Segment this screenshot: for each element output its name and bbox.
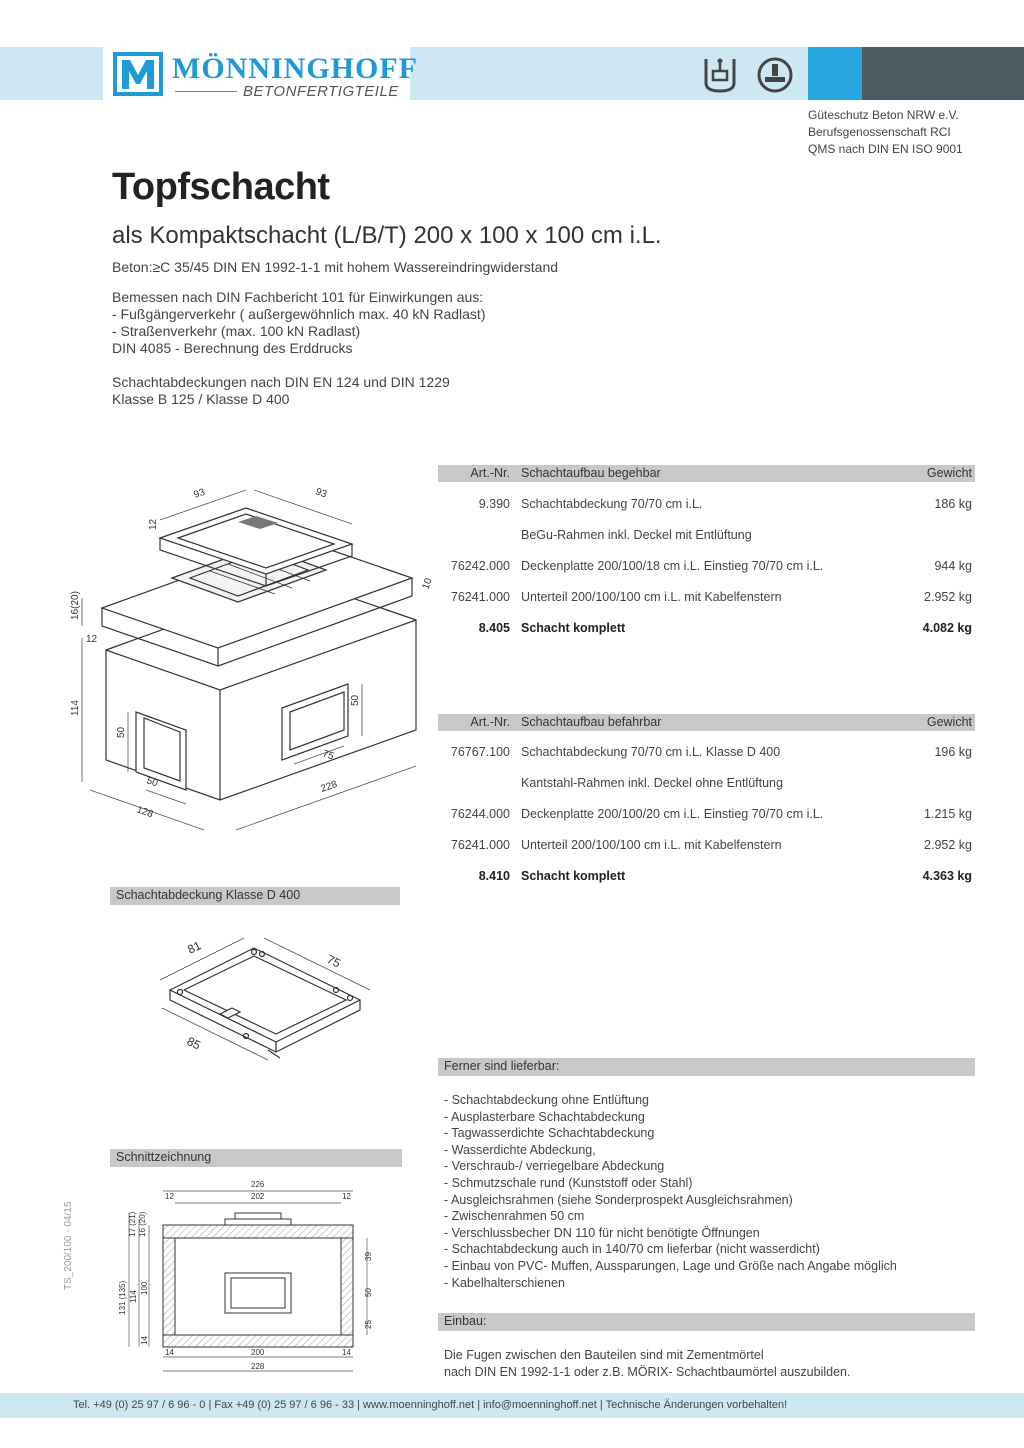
header-accent-dark (862, 47, 1024, 100)
dim-label: 93 (192, 486, 207, 501)
dim-label: 226 (251, 1180, 265, 1189)
cell-desc: Schachtabdeckung 70/70 cm i.L. (521, 497, 703, 511)
cell-weight: 2.952 kg (924, 590, 972, 604)
col-art: Art.-Nr. (470, 715, 510, 729)
caption-text: Schnittzeichnung (116, 1150, 212, 1164)
text-line: - Straßenverkehr (max. 100 kN Radlast) (112, 323, 361, 339)
cell-weight: 4.082 kg (922, 621, 972, 635)
dim-label: 12 (148, 518, 159, 530)
list-item: - Ausplasterbare Schachtabdeckung (444, 1109, 645, 1124)
dim-label: 200 (251, 1348, 265, 1357)
dim-label: 114 (129, 1290, 138, 1303)
dim-label: 17 (21) (128, 1211, 137, 1237)
dim-label: 12 (86, 634, 98, 645)
dim-label: 16 (20) (138, 1211, 147, 1237)
list-item: - Verschraub-/ verriegelbare Abdeckung (444, 1159, 665, 1174)
concrete-spec: Beton:≥C 35/45 DIN EN 1992-1-1 mit hohem Wassereindringwiderstand (112, 259, 559, 275)
logo-divider (175, 91, 237, 92)
text-line: Bemessen nach DIN Fachbericht 101 für Einwirkungen aus: (112, 289, 484, 305)
design-text (112, 289, 486, 357)
text-line: nach DIN EN 1992-1-1 oder z.B. MÖRIX- Schachtbaumörtel auszubilden. (444, 1365, 851, 1379)
text-line: Klasse B 125 / Klasse D 400 (112, 391, 290, 407)
cell-weight: 4.363 kg (922, 869, 972, 883)
cell-art: 76244.000 (450, 807, 510, 821)
further-list (444, 1092, 897, 1291)
table-row (438, 807, 975, 825)
cert-line: QMS nach DIN EN ISO 9001 (808, 142, 963, 156)
caption-section (110, 1149, 402, 1167)
logo-subtitle: BETONFERTIGTEILE (243, 83, 399, 100)
dim-label: 50 (350, 694, 361, 706)
text-line: - Fußgängerverkehr ( außergewöhnlich max. 40 kN Radlast) (112, 306, 486, 322)
cell-art: 76241.000 (450, 590, 510, 604)
caption-text: Einbau: (444, 1314, 487, 1328)
header-accent-blue (808, 47, 862, 100)
cell-art: 76241.000 (450, 838, 510, 852)
table-row (438, 528, 975, 546)
list-item: - Schmutzschale rund (Kunststoff oder Stahl) (444, 1175, 693, 1190)
table-header (438, 714, 975, 731)
dim-label: 202 (251, 1192, 265, 1201)
cell-weight: 196 kg (934, 745, 972, 759)
logo-m-icon (112, 51, 164, 97)
caption-text: Ferner sind lieferbar: (444, 1059, 560, 1073)
dim-label: 228 (319, 779, 339, 795)
dim-label: 100 (140, 1281, 149, 1295)
table-row (438, 838, 975, 856)
cell-desc: Schachtabdeckung 70/70 cm i.L. Klasse D 400 (521, 745, 781, 759)
shaft-isometric-drawing (60, 460, 450, 850)
caption-further (438, 1058, 975, 1076)
list-item: - Verschlussbecher DN 110 für nicht benötigte Öffnungen (444, 1225, 760, 1240)
cell-weight: 1.215 kg (924, 807, 972, 821)
list-item: - Schachtabdeckung ohne Entlüftung (444, 1093, 650, 1107)
cell-desc: Deckenplatte 200/100/20 cm i.L. Einstieg 70/70 cm i.L. (521, 807, 824, 821)
cell-desc: Kantstahl-Rahmen inkl. Deckel ohne Entlüftung (521, 776, 783, 790)
dim-label: 128 (135, 804, 155, 821)
table-row (438, 745, 975, 763)
table-row (438, 497, 975, 515)
table-total-row (438, 621, 975, 639)
dim-label: 39 (364, 1252, 373, 1261)
dim-label: 131 (135) (118, 1280, 127, 1315)
dim-label: 14 (140, 1336, 149, 1345)
cert-line: Berufsgenossenschaft RCI (808, 125, 951, 139)
dim-label: 50 (116, 726, 127, 738)
dim-label: 10 (420, 576, 435, 592)
dim-label: 81 (185, 938, 204, 957)
cell-art: 9.390 (478, 497, 510, 511)
list-item: - Wasserdichte Abdeckung, (444, 1142, 596, 1157)
dim-label: 14 (342, 1348, 351, 1357)
cert-line: Güteschutz Beton NRW e.V. (808, 108, 959, 122)
section-drawing (105, 1175, 395, 1375)
cell-art: 76242.000 (450, 559, 510, 573)
table-total-row (438, 869, 975, 887)
cell-desc: BeGu-Rahmen inkl. Deckel mit Entlüftung (521, 528, 752, 542)
dim-label: 93 (314, 486, 329, 501)
dim-label: 14 (165, 1348, 174, 1357)
logo-name: MÖNNINGHOFF (172, 52, 418, 85)
cover-drawing (150, 920, 390, 1100)
col-desc: Schachtaufbau begehbar (521, 466, 661, 480)
page-subtitle: als Kompaktschacht (L/B/T) 200 x 100 x 100 cm i.L. (112, 222, 662, 249)
cell-art: 76767.100 (450, 745, 510, 759)
col-weight: Gewicht (926, 466, 972, 480)
list-item: - Schachtabdeckung auch in 140/70 cm lieferbar (nicht wasserdicht) (444, 1242, 820, 1257)
list-item: - Tagwasserdichte Schachtabdeckung (444, 1126, 655, 1141)
document-reference: TS_200/100 - 04/15 (63, 1201, 74, 1290)
cell-weight: 186 kg (934, 497, 972, 511)
cell-desc: Schacht komplett (521, 621, 626, 635)
quality-seal-icon (702, 55, 738, 95)
col-art: Art.-Nr. (470, 466, 510, 480)
cell-desc: Unterteil 200/100/100 cm i.L. mit Kabelfenstern (521, 838, 782, 852)
cell-weight: 2.952 kg (924, 838, 972, 852)
col-weight: Gewicht (926, 715, 972, 729)
table-row (438, 590, 975, 608)
dim-label: 75 (321, 748, 336, 763)
cell-art: 8.410 (478, 869, 510, 883)
cell-desc: Deckenplatte 200/100/18 cm i.L. Einstieg 70/70 cm i.L. (521, 559, 824, 573)
text-line: Die Fugen zwischen den Bauteilen sind mit Zementmörtel (444, 1348, 764, 1362)
dim-label: 228 (251, 1362, 265, 1371)
table-row (438, 559, 975, 577)
dim-label: 50 (364, 1288, 373, 1297)
cell-desc: Schacht komplett (521, 869, 626, 883)
list-item: - Kabelhalterschienen (444, 1275, 565, 1290)
text-line: Schachtabdeckungen nach DIN EN 124 und DIN 1229 (112, 374, 450, 390)
dim-label: 16(20) (70, 591, 81, 620)
safety-seal-icon (755, 55, 795, 95)
list-item: - Einbau von PVC- Muffen, Aussparungen, Lage und Größe nach Angabe möglich (444, 1258, 897, 1273)
footer-contact: Tel. +49 (0) 25 97 / 6 96 - 0 | Fax +49 (0) 25 97 / 6 96 - 33 | www.moenninghoff.net | info@moenninghoff.net | Technische Änderungen vorbehalten! (73, 1399, 788, 1411)
dim-label: 75 (324, 952, 343, 971)
covers-text (112, 374, 450, 408)
cell-weight: 944 kg (934, 559, 972, 573)
dim-label: 85 (184, 1034, 203, 1053)
col-desc: Schachtaufbau befahrbar (521, 715, 662, 729)
caption-install (438, 1313, 975, 1331)
page-title: Topfschacht (112, 166, 330, 208)
dim-label: 114 (70, 700, 81, 716)
dim-label: 25 (364, 1320, 373, 1329)
cell-art: 8.405 (478, 621, 510, 635)
text-line: DIN 4085 - Berechnung des Erddrucks (112, 340, 353, 356)
list-item: - Zwischenrahmen 50 cm (444, 1209, 585, 1224)
cell-desc: Unterteil 200/100/100 cm i.L. mit Kabelfenstern (521, 590, 782, 604)
dim-label: 50 (145, 775, 160, 790)
caption-cover (110, 887, 400, 905)
caption-text: Schachtabdeckung Klasse D 400 (116, 888, 301, 902)
table-header (438, 465, 975, 482)
list-item: - Ausgleichsrahmen (siehe Sonderprospekt Ausgleichsrahmen) (444, 1192, 793, 1207)
dim-label: 12 (165, 1192, 174, 1201)
table-row (438, 776, 975, 794)
install-text (444, 1347, 850, 1381)
dim-label: 12 (342, 1192, 351, 1201)
